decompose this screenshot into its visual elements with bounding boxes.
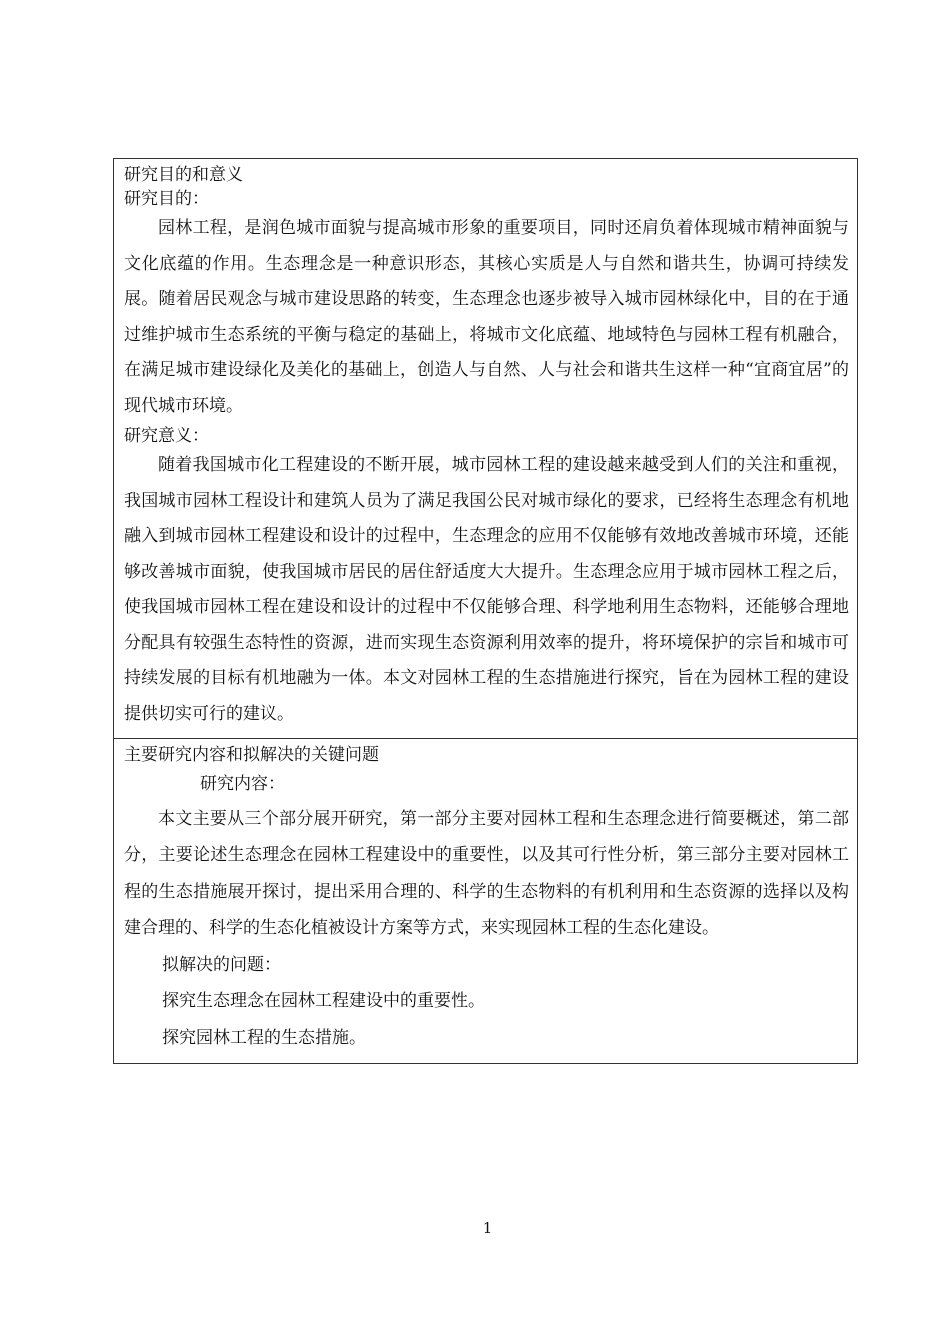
section-purpose-significance bbox=[114, 159, 857, 738]
purpose-label: 研究目的： bbox=[124, 189, 209, 209]
problem-item: 探究园林工程的生态措施。 bbox=[162, 1027, 366, 1048]
form-table bbox=[113, 158, 858, 1064]
section-heading: 研究目的和意义 bbox=[124, 165, 243, 185]
content-paragraph: 本文主要从三个部分展开研究，第一部分主要对园林工程和生态理念进行简要概述，第二部分，主要论述生态理念在园林工程建设中的重要性，以及其可行性分析，第三部分主要对园林工程的生态措施展开探讨，提出采用合理的、科学的生态物料的有机利用和生态资源的选择以及构建合理的、科学的生态化植被设计方案等方式，来实现园林工程的生态化建设。 bbox=[124, 809, 849, 939]
problems-label: 拟解决的问题： bbox=[162, 954, 281, 975]
significance-paragraph: 随着我国城市化工程建设的不断开展，城市园林工程的建设越来越受到人们的关注和重视，我国城市园林工程设计和建筑人员为了满足我国公民对城市绿化的要求，已经将生态理念有机地融入到城市园林工程建设和设计的过程中，生态理念的应用不仅能够有效地改善城市环境，还能够改善城市面貌，使我国城市居民的居住舒适度大大提升。生态理念应用于城市园林工程之后，使我国城市园林工程在建设和设计的过程中不仅能够合理、科学地利用生态物料，还能够合理地分配具有较强生态特性的资源，进而实现生态资源利用效率的提升，将环境保护的宗旨和城市可持续发展的目标有机地融为一体。本文对园林工程的生态措施进行探究，旨在为园林工程的建设提供切实可行的建议。 bbox=[124, 455, 849, 724]
section-content-problems bbox=[114, 738, 857, 1063]
page-number: 1 bbox=[482, 1219, 493, 1237]
significance-label: 研究意义： bbox=[124, 426, 209, 446]
content-label: 研究内容： bbox=[200, 774, 285, 794]
purpose-paragraph: 园林工程，是润色城市面貌与提高城市形象的重要项目，同时还肩负着体现城市精神面貌与文化底蕴的作用。生态理念是一种意识形态，其核心实质是人与自然和谐共生，协调可持续发展。随着居民观念与城市建设思路的转变，生态理念也逐步被导入城市园林绿化中，目的在于通过维护城市生态系统的平衡与稳定的基础上，将城市文化底蕴、地域特色与园林工程有机融合，在满足城市建设绿化及美化的基础上，创造人与自然、人与社会和谐共生这样一种“宜商宜居”的现代城市环境。 bbox=[124, 218, 849, 416]
problem-item: 探究生态理念在园林工程建设中的重要性。 bbox=[162, 990, 485, 1011]
section-heading: 主要研究内容和拟解决的关键问题 bbox=[124, 745, 379, 765]
